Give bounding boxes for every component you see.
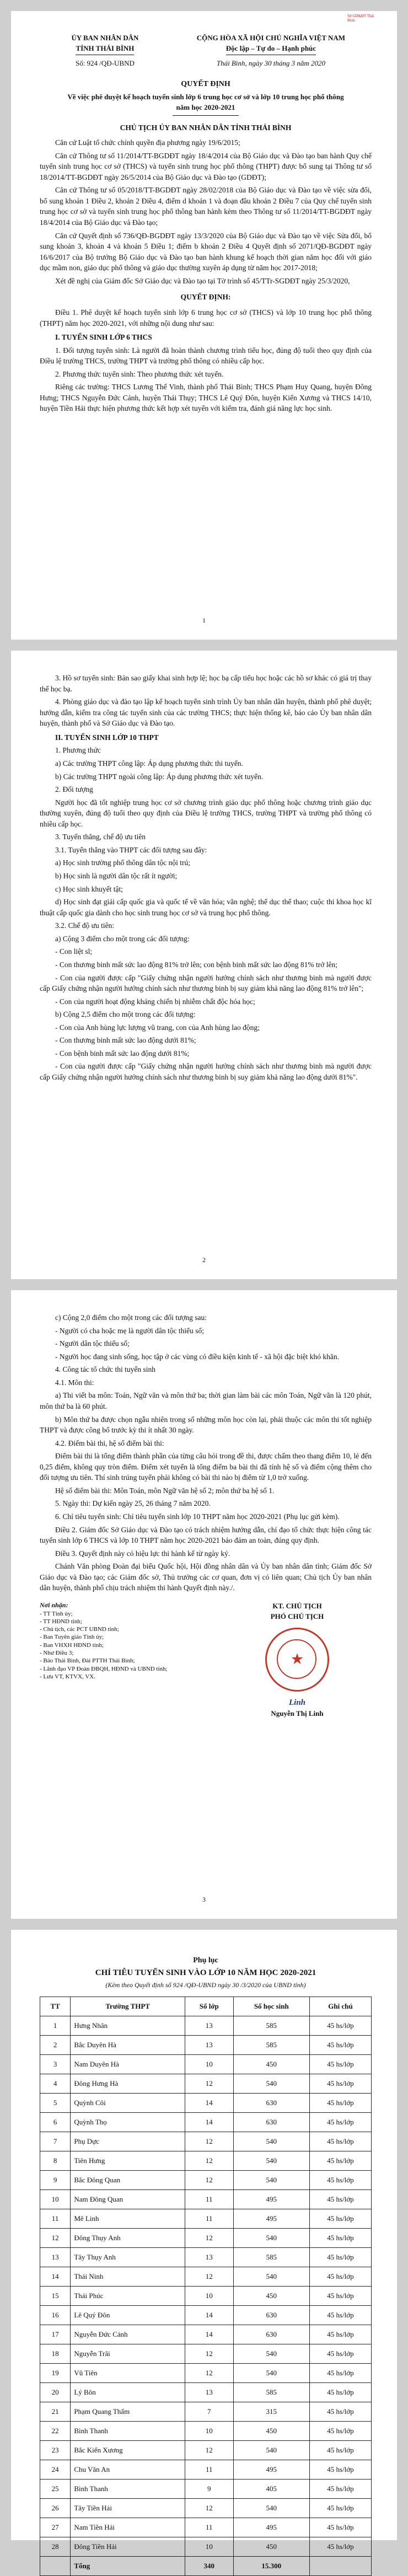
table-row [40,2383,372,2402]
table-row [40,2248,372,2267]
paragraph: - Người học đang sinh sống, học tập ở các vùng có điều kiện kinh tế - xã hội đặc biệt khó khăn. [55,1352,339,1361]
enrollment-table [40,1997,372,2576]
table-cell: 45 hs/lớp [309,2441,371,2460]
legal-basis-item: Xét đề nghị của Giám đốc Sở Giáo dục và Đào tạo tại Tờ trình số 45/TTr-SGDĐT ngày 25/3/2020, [55,276,350,285]
paragraph: 5. Ngày thi: Dự kiến ngày 25, 26 tháng 7 năm 2020. [55,1499,211,1508]
appendix-title: CHỈ TIÊU TUYỂN SINH VÀO LỚP 10 NĂM HỌC 2020-2021 [95,1968,316,1978]
paragraph: - Con của người hoạt động kháng chiến bị nhiễm chất độc hóa học; [55,997,255,1006]
paragraph: Hệ số điểm bài thi: Môn Toán, môn Ngữ văn hệ số 2; môn thứ ba hệ số 1. [55,1486,275,1495]
paragraph: a) Thi viết ba môn: Toán, Ngữ văn và môn thứ ba; thời gian làm bài các môn Toán, Ngữ văn là 120 phút, môn thứ ba là 60 phút. [40,1391,372,1410]
table-cell: 2 [40,2036,71,2055]
table-cell: 26 [40,2499,71,2518]
paragraph: - Con liệt sĩ; [55,947,93,956]
table-row [40,2306,372,2325]
column-header: Ghi chú [309,1997,371,2016]
issuing-authority: CHỦ TỊCH ỦY BAN NHÂN DÂN TỈNH THÁI BÌNH [120,123,292,132]
column-header: Số lớp [185,1997,233,2016]
table-row [40,2151,372,2171]
table-cell: Nguyễn Đức Cảnh [71,2325,185,2344]
table-cell: 7 [40,2132,71,2151]
recipients-block [40,1601,194,1719]
table-cell: Bắc Kiến Xương [71,2441,185,2460]
table-cell: 540 [233,2229,309,2248]
table-cell: 340 [185,2557,233,2576]
table-cell: 45 hs/lớp [309,2325,371,2344]
grade6-items-cont [40,673,372,729]
paragraph: b) Các trường THPT ngoài công lập: Áp dụng phương thức xét tuyển. [55,772,264,781]
recipient-item: - Chủ tịch, các PCT UBND tỉnh; [40,1626,119,1633]
legal-basis-item: Căn cứ Thông tư số 11/2014/TT-BGDĐT ngày 18/4/2014 của Bộ Giáo dục và Đào tạo ban hành Quy chế tuyển sinh trung học cơ sở (THCS) và tuyển sinh trung học phổ thông (THPT) được bổ sung tại Thông tư số 18/2014/TT-BGDĐT ngày 26/5/2014 của Bộ Giáo dục và Đào tạo (GDĐT); [40,151,372,181]
table-cell: 3 [40,2055,71,2074]
signer-title: PHÓ CHỦ TỊCH [270,1612,324,1620]
table-row [40,2364,372,2383]
table-cell: 495 [233,2460,309,2480]
document-header [40,33,372,69]
table-cell: 20 [40,2383,71,2402]
method-heading: 1. Phương thức [55,746,101,755]
table-cell: 27 [40,2518,71,2537]
table-row [40,2016,372,2036]
table-row [40,2132,372,2151]
table-cell: Bắc Đông Quan [71,2171,185,2190]
table-cell: 540 [233,2132,309,2151]
table-row [40,2209,372,2229]
table-cell: 45 hs/lớp [309,2422,371,2441]
legal-basis-item: Căn cứ Thông tư số 05/2018/TT-BGDĐT ngày 28/02/2018 của Bộ Giáo dục và Đào tạo về việc sửa đổi, bổ sung khoản 1 Điều 2, khoản 2 Điều 4, điểm d khoản 1 và đoạn đầu khoản 2 Điều 7 của Quy chế tuyển sinh trung học cơ sở và tuyển sinh trung học phổ thông ban hành kèm theo Thông tư số 11/2014/TT-BGDĐT ngày 18/4/2014 của Bộ Giáo dục và Đào tạo; [40,186,372,227]
paragraph: - Con thương binh mất sức lao động 81% trở lên; con bệnh binh mất sức lao động 81% trở lên; [55,960,338,969]
table-row [40,2537,372,2557]
paragraph: - Con của Anh hùng lực lượng vũ trang, con của Anh hùng lao động; [55,1023,260,1032]
table-body [40,2016,372,2576]
section-grade6: I. TUYỂN SINH LỚP 6 THCS [55,333,152,342]
paragraph: 3. Hồ sơ tuyển sinh: Bản sao giấy khai sinh hợp lệ; học bạ cấp tiểu học hoặc các hồ sơ khác có giá trị thay thế học bạ. [40,674,372,693]
table-cell: 315 [233,2402,309,2422]
legal-basis-list [40,137,372,286]
table-cell: 16 [40,2306,71,2325]
table-cell: Tây Tiền Hải [71,2499,185,2518]
table-cell: 11 [185,2190,233,2209]
table-cell: Lý Bôn [71,2383,185,2402]
table-cell: 585 [233,2383,309,2402]
document-page-2 [11,651,397,1279]
table-cell: 45 hs/lớp [309,2344,371,2364]
table-cell: 45 hs/lớp [309,2402,371,2422]
table-cell: Đông Tiền Hải [71,2537,185,2557]
table-cell: 12 [185,2151,233,2171]
paragraph: 2. Phương thức tuyển sinh: Theo phương thức xét tuyển. [55,369,224,378]
table-cell: 12 [185,2499,233,2518]
table-cell: 17 [40,2325,71,2344]
table-cell: 11 [185,2209,233,2229]
table-cell: 45 hs/lớp [309,2537,371,2557]
table-cell: 14 [185,2113,233,2132]
recipient-item: - Lãnh đạo VP Đoàn ĐBQH, HĐND và UBND tỉnh; [40,1665,168,1672]
paragraph: - Con bệnh binh mất sức lao động dưới 81%; [55,1049,190,1058]
table-cell: Nam Duyên Hà [71,2055,185,2074]
table-cell: 540 [233,2441,309,2460]
table-header-row [40,1997,372,2016]
recipient-item: - TT Tỉnh ủy; [40,1610,73,1617]
paragraph: 4.2. Điểm bài thi, hệ số điểm bài thi: [55,1439,164,1447]
table-cell: 14 [185,2325,233,2344]
paragraph: Điểm bài thi là tổng điểm thành phần của từng câu hỏi trong đề thi, được chấm theo thang điểm 10, lẻ đến 0,25 điểm, không quy tròn điểm. Điểm xét tuyển là tổng điểm ba bài thi đã tính hệ số và điểm cộng thêm cho đối tượng ưu tiên. Thí sinh trúng tuyển phải không có bài thi nào bị điểm từ 1,0 trở xuống. [40,1452,372,1482]
table-cell: Tổng [71,2557,185,2576]
table-cell: 630 [233,2113,309,2132]
paragraph: c) Cộng 2,0 điểm cho một trong các đối tượng sau: [55,1313,207,1322]
paragraph: a) Các trường THPT công lập: Áp dụng phương thức thi tuyển. [55,759,243,768]
legal-basis-item: Căn cứ Quyết định số 736/QĐ-BGDĐT ngày 13/3/2020 của Bộ Giáo dục và Đào tạo về việc Sửa đổi, bổ sung khoản 3, khoản 4 và khoản 5 Điều 1; điểm b khoản 2 Điều 4 Quyết định số 2071/QĐ-BGDĐT ngày 16/6/2017 của Bộ trưởng Bộ Giáo dục và Đào tạo ban hành khung kế hoạch thời gian năm học đối với giáo dục mầm non, giáo dục phổ thông và giáo dục thường xuyên áp dụng từ năm học 2017-2018; [40,231,372,272]
table-row [40,2094,372,2113]
table-cell: Lê Quý Đôn [71,2306,185,2325]
table-cell: 15.300 [233,2557,309,2576]
table-cell: Nguyễn Trãi [71,2344,185,2364]
appendix-header [40,1955,372,1990]
paragraph: d) Học sinh đạt giải cấp quốc gia và quốc tế về văn hóa; văn nghệ; thể dục thể thao; cuộc thi khoa học kĩ thuật cấp quốc gia dành cho học sinh trung học cơ sở và trung học phổ thông. [40,898,372,917]
table-cell: 45 hs/lớp [309,2306,371,2325]
page-number: 3 [202,1895,206,1903]
issuer-line1: ỦY BAN NHÂN DÂN [71,34,139,42]
page-number: 2 [202,1255,206,1264]
issuer-block [40,33,170,69]
table-cell: 19 [40,2364,71,2383]
table-cell: 45 hs/lớp [309,2267,371,2287]
table-cell: 23 [40,2441,71,2460]
table-row [40,2480,372,2499]
paragraph: 2. Đối tượng [55,785,93,794]
document-number: Số: 924 /QĐ-UBND [75,58,135,67]
table-cell: 12 [185,2074,233,2094]
signer-role: KT. CHỦ TỊCH [272,1601,322,1610]
column-header: Số học sinh [233,1997,309,2016]
signer-block [223,1601,372,1719]
table-cell: 12 [185,2171,233,2190]
decide-heading: QUYẾT ĐỊNH: [180,293,231,302]
table-row [40,2190,372,2209]
recipient-item: - Như Điều 3; [40,1650,74,1657]
table-cell: 540 [233,2267,309,2287]
table-cell: Bình Thanh [71,2480,185,2499]
table-row [40,2460,372,2480]
recipient-item: - Ban VHXH HĐND tỉnh; [40,1641,104,1649]
article-1: Điều 1. Phê duyệt kế hoạch tuyển sinh lớp 6 trung học cơ sở (THCS) và lớp 10 trung học phổ thông (THPT) năm học 2020-2021, với những nội dung như sau: [40,308,372,328]
table-cell: 495 [233,2209,309,2229]
table-row [40,2267,372,2287]
table-cell: 450 [233,2055,309,2074]
table-cell: 12 [185,2267,233,2287]
table-row [40,2422,372,2441]
paragraph: a) Học sinh trường phổ thông dân tộc nội trú; [55,858,191,867]
issuer-line2: TỈNH THÁI BÌNH [76,44,134,55]
paragraph: - Con thương binh mất sức lao động dưới 81%; [55,1036,196,1045]
table-row [40,2402,372,2422]
handwritten-signature: Linh [288,1698,305,1707]
document-title: QUYẾT ĐỊNH [181,79,230,88]
table-total-row [40,2557,372,2576]
table-cell: 10 [185,2537,233,2557]
table-cell: Bình Thanh [71,2422,185,2441]
table-cell: 6 [40,2113,71,2132]
table-cell: 8 [40,2151,71,2171]
table-cell: 540 [233,2344,309,2364]
paragraph: Điều 3. Quyết định này có hiệu lực thi hành kể từ ngày ký. [55,1549,230,1558]
table-cell: 12 [185,2229,233,2248]
table-cell: 45 hs/lớp [309,2094,371,2113]
table-cell: 495 [233,2518,309,2537]
paragraph: 3. Tuyển thẳng, chế độ ưu tiên [55,833,146,841]
paragraph: a) Cộng 3 điểm cho một trong các đối tượng: [55,934,190,943]
table-cell: 9 [40,2171,71,2190]
table-cell: 45 hs/lớp [309,2364,371,2383]
table-cell: 22 [40,2422,71,2441]
table-cell: 28 [40,2537,71,2557]
paragraph: Người học đã tốt nghiệp trung học cơ sở chương trình giáo dục phổ thông hoặc chương trình giáo dục thường xuyên, đúng độ tuổi theo quy định của Điều lệ trường THCS, trường THPT và trường phổ thông có nhiều cấp học. [40,798,372,828]
table-cell: Đông Thụy Anh [71,2229,185,2248]
table-cell: 585 [233,2248,309,2267]
table-cell: 13 [185,2248,233,2267]
table-cell [309,2557,371,2576]
paragraph: - Người có cha hoặc mẹ là người dân tộc thiểu số; [55,1326,204,1335]
table-cell: Quỳnh Côi [71,2094,185,2113]
table-cell: 10 [185,2287,233,2306]
grade10-lines-cont [40,1312,372,1593]
table-cell: 45 hs/lớp [309,2113,371,2132]
table-cell: 540 [233,2364,309,2383]
document-date: Thái Bình, ngày 30 tháng 3 năm 2020 [216,58,326,67]
copy-seal-note: Sở GD&ĐT Thái Bình [347,14,374,23]
table-cell: Nam Tiền Hải [71,2518,185,2537]
table-cell: 13 [40,2248,71,2267]
table-cell: Đông Hưng Hà [71,2074,185,2094]
table-cell: Quỳnh Thọ [71,2113,185,2132]
recipient-item: - TT HĐND tỉnh; [40,1618,82,1625]
national-motto-block [170,33,372,69]
table-cell: Chu Văn An [71,2460,185,2480]
paragraph: - Người dân tộc thiểu số; [55,1339,130,1348]
table-row [40,2287,372,2306]
table-cell: Phụ Dực [71,2132,185,2151]
page-number: 1 [202,616,206,624]
table-cell: 45 hs/lớp [309,2036,371,2055]
paragraph: b) Cộng 2,5 điểm cho một trong các đối tượng: [55,1010,196,1019]
table-cell: 495 [233,2190,309,2209]
paragraph: 3.2. Chế độ ưu tiên: [55,921,115,930]
document-page-3 [11,1290,397,1919]
table-cell: 21 [40,2402,71,2422]
table-cell: Tiên Hưng [71,2151,185,2171]
paragraph: - Con của người được cấp "Giấy chứng nhận người hưởng chính sách như thương binh mà người được cấp Giấy chứng nhận người hưởng chính sách như thương binh bị suy giảm khả năng lao động dưới 81%". [40,1062,372,1081]
table-row [40,2518,372,2537]
subject-text: Về việc phê duyệt kế hoạch tuyển sinh lớp 6 trung học cơ sở và lớp 10 trung học phổ thông năm học 2020-2021 [67,92,344,111]
table-cell: 45 hs/lớp [309,2055,371,2074]
subject-underline [173,115,239,116]
paragraph: 3.1. Tuyển thẳng vào THPT các đối tượng sau đây: [55,845,207,854]
table-cell: 13 [185,2383,233,2402]
table-cell: 405 [233,2480,309,2499]
table-cell: 12 [185,2441,233,2460]
table-cell: 585 [233,2016,309,2036]
table-row [40,2499,372,2518]
table-cell: 14 [185,2306,233,2325]
table-cell: Bắc Duyên Hà [71,2036,185,2055]
paragraph: Riêng các trường: THCS Lương Thế Vinh, thành phố Thái Bình; THCS Phạm Huy Quang, huyện Đông Hưng; THCS Nguyễn Đức Cảnh, huyện Thái Thụy; THCS Lê Quý Đôn, huyện Kiến Xương và THCS 14/10, huyện Tiền Hải thực hiện phương thức kết hợp xét tuyển với kiểm tra, đánh giá năng lực học sinh. [40,383,372,413]
paragraph: 1. Đối tượng tuyển sinh: Là người đã hoàn thành chương trình tiểu học, đủng độ tuổi theo quy định của Điều lệ trường THCS, trường THPT và trường phổ thông có nhiều cấp học. [40,346,372,366]
table-cell: 45 hs/lớp [309,2383,371,2402]
paragraph: 4. Công tác tổ chức thi tuyển sinh [55,1365,156,1374]
table-cell: 45 hs/lớp [309,2171,371,2190]
appendix-label: Phụ lục [193,1956,218,1965]
table-cell: 45 hs/lớp [309,2499,371,2518]
table-cell: Thái Ninh [71,2267,185,2287]
table-cell: 13 [185,2016,233,2036]
table-cell: 11 [185,2518,233,2537]
national-title: CỘNG HÒA XÃ HỘI CHỦ NGHĨA VIỆT NAM [196,34,346,42]
table-cell: 24 [40,2460,71,2480]
table-cell: 15 [40,2287,71,2306]
table-cell: 14 [185,2094,233,2113]
table-cell: Phạm Quang Thẩm [71,2402,185,2422]
table-cell: 10 [40,2190,71,2209]
table-cell: 18 [40,2344,71,2364]
table-cell: 540 [233,2171,309,2190]
table-row [40,2113,372,2132]
paragraph: 6. Chỉ tiêu tuyển sinh: Chỉ tiêu tuyển sinh lớp 10 THPT năm học 2020-2021 (Phụ lục gửi kèm). [55,1512,340,1521]
table-cell: Thái Phúc [71,2287,185,2306]
paragraph: c) Học sinh khuyết tật; [55,884,123,893]
document-page-1 [11,11,397,640]
table-cell: 45 hs/lớp [309,2248,371,2267]
table-cell: 45 hs/lớp [309,2016,371,2036]
table-cell: 540 [233,2074,309,2094]
paragraph: 4. Phòng giáo dục và đào tạo lập kế hoạch tuyển sinh trình Ủy ban nhân dân huyện, thành phố phê duyệt; hướng dẫn, kiểm tra công tác tuyển sinh của các trường THCS; thực hiện thống kê, báo cáo Ủy ban nhân dân huyện, thành phố và Sở Giáo dục và Đào tạo. [40,697,372,728]
table-cell: Tây Thụy Anh [71,2248,185,2267]
table-cell: 45 hs/lớp [309,2209,371,2229]
seal-star-icon: ★ [291,1652,303,1667]
recipient-item: - Ban Tuyên giáo Tỉnh ủy; [40,1634,104,1641]
table-cell: 450 [233,2537,309,2557]
table-cell: 13 [185,2036,233,2055]
table-cell: 12 [40,2229,71,2248]
official-seal-icon [265,1628,329,1692]
grade10-lines [40,758,372,1083]
table-row [40,2344,372,2364]
table-cell: 1 [40,2016,71,2036]
table-cell: Hưng Nhân [71,2016,185,2036]
table-row [40,2171,372,2190]
table-cell: 7 [185,2402,233,2422]
table-row [40,2325,372,2344]
section-grade10: II. TUYỂN SINH LỚP 10 THPT [55,733,159,742]
table-cell: 540 [233,2151,309,2171]
table-cell [40,2557,71,2576]
table-row [40,2074,372,2094]
paragraph: b) Học sinh là người dân tộc rất ít người; [55,872,178,880]
legal-basis-item: Căn cứ Luật tổ chức chính quyền địa phương ngày 19/6/2015; [55,138,240,147]
recipients-title: Nơi nhận: [40,1601,68,1609]
table-cell: 12 [185,2344,233,2364]
table-cell: 12 [185,2132,233,2151]
table-cell: 45 hs/lớp [309,2480,371,2499]
signer-name: Nguyễn Thị Linh [271,1709,324,1718]
table-cell: 45 hs/lớp [309,2151,371,2171]
table-cell: Nam Đông Quan [71,2190,185,2209]
national-motto: Độc lập – Tự do – Hạnh phúc [226,44,316,55]
table-cell: 540 [233,2499,309,2518]
table-cell: 630 [233,2306,309,2325]
document-subject [62,92,350,116]
paragraph: 4.1. Môn thi: [55,1378,94,1387]
table-cell: 45 hs/lớp [309,2460,371,2480]
table-cell: 5 [40,2094,71,2113]
appendix-note: (Kèm theo Quyết định số 924 /QĐ-UBND ngày 30 /3/2020 của UBND tỉnh) [105,1981,306,1989]
table-cell: Mê Linh [71,2209,185,2229]
paragraph: b) Môn thứ ba được chọn ngẫu nhiên trong số những môn học còn lại, phải thuộc các môn thi tốt nghiệp THPT và được công bố trước kỳ thi ít nhất 30 ngày. [40,1415,372,1435]
table-row [40,2036,372,2055]
table-cell: 11 [185,2460,233,2480]
table-cell: 11 [40,2209,71,2229]
table-cell: 450 [233,2422,309,2441]
signature-area [40,1601,372,1719]
table-cell: 45 hs/lớp [309,2229,371,2248]
table-cell: 450 [233,2287,309,2306]
recipient-item: - Báo Thái Bình, Đài PTTH Thái Bình; [40,1657,135,1665]
table-cell: 45 hs/lớp [309,2518,371,2537]
table-cell: 12 [185,2364,233,2383]
table-cell: 25 [40,2480,71,2499]
table-row [40,2055,372,2074]
table-cell: Vũ Tiên [71,2364,185,2383]
table-cell: 9 [185,2480,233,2499]
recipient-item: - Lưu VT, KTVX, VX. [40,1673,95,1680]
column-header: TT [40,1997,71,2016]
table-cell: 4 [40,2074,71,2094]
table-row [40,2441,372,2460]
table-row [40,2229,372,2248]
paragraph: - Con của người được cấp "Giấy chứng nhận người hưởng chính sách như thương binh mà người được cấp Giấy chứng nhận người hưởng chính sách như thương binh bị suy giảm khả năng lao động 81% trở lên"; [40,973,372,993]
table-cell: 45 hs/lớp [309,2074,371,2094]
table-cell: 45 hs/lớp [309,2190,371,2209]
table-cell: 10 [185,2422,233,2441]
grade6-items [40,345,372,414]
column-header: Trường THPT [71,1997,185,2016]
paragraph: Điều 2. Giám đốc Sở Giáo dục và Đào tạo có trách nhiệm hướng dẫn, chỉ đạo tổ chức thực hiện công tác tuyển sinh lớp 6 THCS và lớp 10 THPT năm học 2020-2021 bảo đảm an toàn, đúng quy định. [40,1525,372,1545]
table-cell: 14 [40,2267,71,2287]
paragraph: Chánh Văn phòng Đoàn đại biểu Quốc hội, Hội đồng nhân dân và Ủy ban nhân dân tỉnh; Giám đốc Sở Giáo dục và Đào tạo; các Giám đốc sở, Thủ trưởng các cơ quan, đơn vị có liên quan; Chủ tịch Ủy ban nhân dân huyện, thành phố chịu trách nhiệm thi hành Quyết định này./. [40,1562,372,1592]
recipients-list [40,1610,194,1681]
document-page-4 [11,1930,397,2570]
table-cell: 630 [233,2094,309,2113]
table-cell: 630 [233,2325,309,2344]
table-cell: 10 [185,2055,233,2074]
table-cell: 585 [233,2036,309,2055]
table-cell: 45 hs/lớp [309,2132,371,2151]
table-cell: 45 hs/lớp [309,2287,371,2306]
